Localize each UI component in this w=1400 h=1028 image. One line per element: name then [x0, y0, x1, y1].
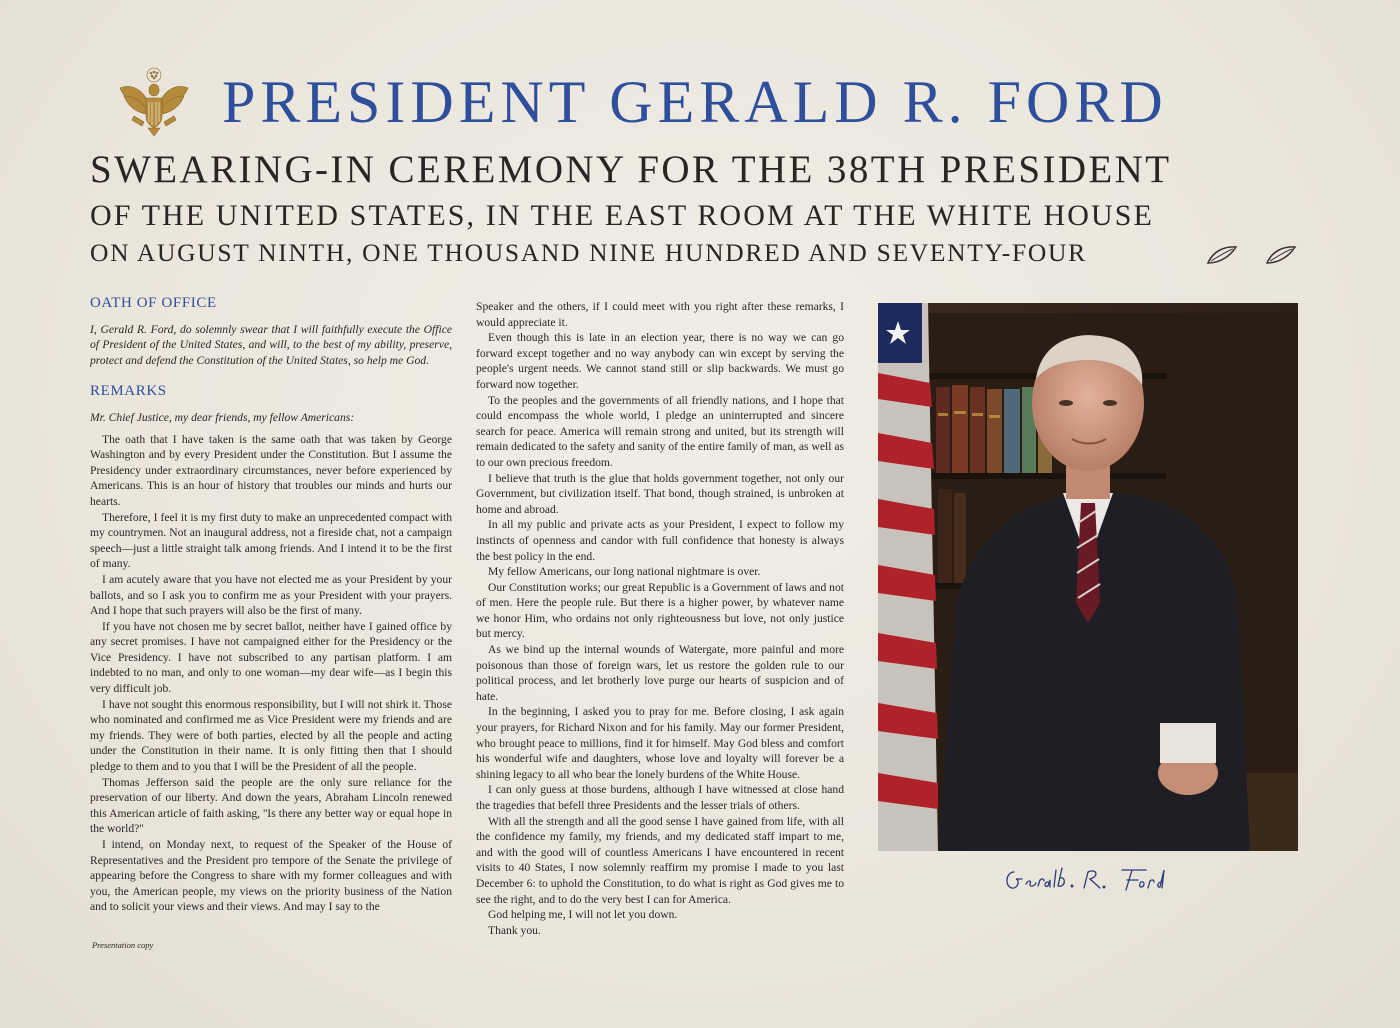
subtitle-line-1: SWEARING-IN CEREMONY FOR THE 38TH PRESIDENT — [90, 148, 1172, 191]
remarks-paragraph: Thomas Jefferson said the people are the only sure reliance for the preservation of our liberty. And down the years, Abraham Lincoln renewed this American article of faith asking, ''Is there any better way or equal hope in the world?'' — [90, 775, 452, 836]
presentation-copy-note: Presentation copy — [92, 940, 154, 950]
leaf-flourish-icon — [1205, 243, 1239, 267]
remarks-paragraph: I believe that truth is the glue that holds government together, not only our Government, but civilization itself. That bond, though strained, is unbroken at home and abroad. — [476, 471, 844, 516]
remarks-paragraph: Therefore, I feel it is my first duty to make an unprecedented compact with my countrymen. Not an inaugural address, not a fireside chat, not a campaign speech—just a little straight talk among friends. And I intend it to be the first of many. — [90, 510, 452, 571]
remarks-paragraph: To the peoples and the governments of all friendly nations, and I hope that could encompass the whole world, I pledge an uninterrupted and sincere search for peace. America will remain strong and united, but its strength will remain dedicated to the safety and sanity of the entire family of man, as well as to our own precious freedom. — [476, 393, 844, 469]
oath-text: I, Gerald R. Ford, do solemnly swear that I will faithfully execute the Office of President of the United States, and will, to the best of my ability, preserve, protect and defend the Constitution of the United States, so help me God. — [90, 322, 452, 367]
remarks-paragraph: Speaker and the others, if I could meet with you right after these remarks, I would appreciate it. — [476, 300, 844, 329]
remarks-heading: REMARKS — [90, 383, 167, 400]
remarks-paragraph: I am acutely aware that you have not elected me as your President by your ballots, and so I ask you to confirm me as your President with your prayers. And I hope that such prayers will also be the first of many. — [90, 572, 452, 618]
subtitle-line-2: OF THE UNITED STATES, IN THE EAST ROOM AT THE WHITE HOUSE — [90, 199, 1154, 232]
leaf-flourish-icon — [1264, 243, 1298, 267]
gerald-ford-signature — [1000, 862, 1170, 896]
subtitle-line-3: ON AUGUST NINTH, ONE THOUSAND NINE HUNDRED AND SEVENTY-FOUR — [90, 238, 1087, 267]
remarks-paragraph: I can only guess at those burdens, although I have witnessed at close hand the tragedies that befell three Presidents and the lesser trials of others. — [476, 783, 844, 812]
poster-title: PRESIDENT GERALD R. FORD — [222, 69, 1168, 135]
remarks-paragraph: The oath that I have taken is the same oath that was taken by George Washington and by every President under the Constitution. But I assume the Presidency under extraordinary circumstances, never before experienced by Americans. This is an hour of history that troubles our minds and hurts our hearts. — [90, 432, 452, 508]
oath-heading: OATH OF OFFICE — [90, 295, 217, 311]
remarks-paragraph: I intend, on Monday next, to request of the Speaker of the House of Representatives and the President pro tempore of the Senate the privilege of appearing before the Congress to share with my former colleagues and with you, the American people, my views on the priority business of the Nation and to solicit your views and their views. And may I say to the — [90, 838, 452, 914]
remarks-paragraph: With all the strength and all the good sense I have gained from life, with all the confidence my family, my friends, and my dedicated staff impart to me, and with the good will of countless Americans I have encountered in recent visits to 40 States, I now solemnly reaffirm my promise I made to you last December 6: to uphold the Constitution, to do what is right as God gives me to see the right, and to do the very best I can for America. — [476, 814, 844, 906]
remarks-paragraph: God helping me, I will not let you down. — [488, 908, 678, 922]
remarks-paragraph: Thank you. — [488, 923, 541, 937]
remarks-salutation: Mr. Chief Justice, my dear friends, my fellow Americans: — [90, 410, 355, 424]
remarks-paragraph: Our Constitution works; our great Republic is a Government of laws and not of men. Here the people rule. But there is a higher power, by whatever name we honor Him, who ordains not only righteousness but love, not only justice but mercy. — [476, 580, 844, 641]
remarks-paragraph: As we bind up the internal wounds of Watergate, more painful and more poisonous than those of foreign wars, let us restore the golden rule to our political process, and let brotherly love purge our hearts of suspicion and of hate. — [476, 643, 844, 703]
text-column-2 — [476, 299, 844, 938]
remarks-paragraph: My fellow Americans, our long national nightmare is over. — [488, 565, 761, 579]
remarks-paragraph: Even though this is late in an election year, there is no way we can go forward except together and no way anybody can win except by serving the people's urgent needs. We cannot stand still or slip backwards. We must go forward now together. — [476, 331, 844, 391]
presidential-seal-icon — [112, 66, 196, 138]
remarks-paragraph: In the beginning, I asked you to pray for me. Before closing, I ask again your prayers, for Richard Nixon and for his family. May our former President, who brought peace to millions, find it for himself. May God bless and comfort his wonderful wife and daughters, whose love and loyalty will forever be a shining legacy to all who bear the lonely burdens of the White House. — [476, 705, 844, 781]
portrait-photo — [878, 303, 1298, 851]
remarks-paragraph: I have not sought this enormous responsibility, but I will not shirk it. Those who nominated and confirmed me as Vice President were my friends and are my friends. They were of both parties, elected by all the people and acting under the Constitution in their name. It is only fitting then that I should pledge to them and to you that I will be the President of all the people. — [90, 697, 452, 774]
remarks-paragraph: In all my public and private acts as your President, I expect to follow my instincts of openness and candor with full confidence that honesty is always the best policy in the end. — [476, 518, 844, 563]
remarks-paragraph: If you have not chosen me by secret ballot, neither have I gained office by any secret promises. I have not campaigned either for the Presidency or the Vice Presidency. I have not subscribed to any partisan platform. I am indebted to no man, and only to one woman—my dear wife—as I begin this very difficult job. — [90, 619, 452, 696]
text-column-1 — [90, 296, 452, 915]
